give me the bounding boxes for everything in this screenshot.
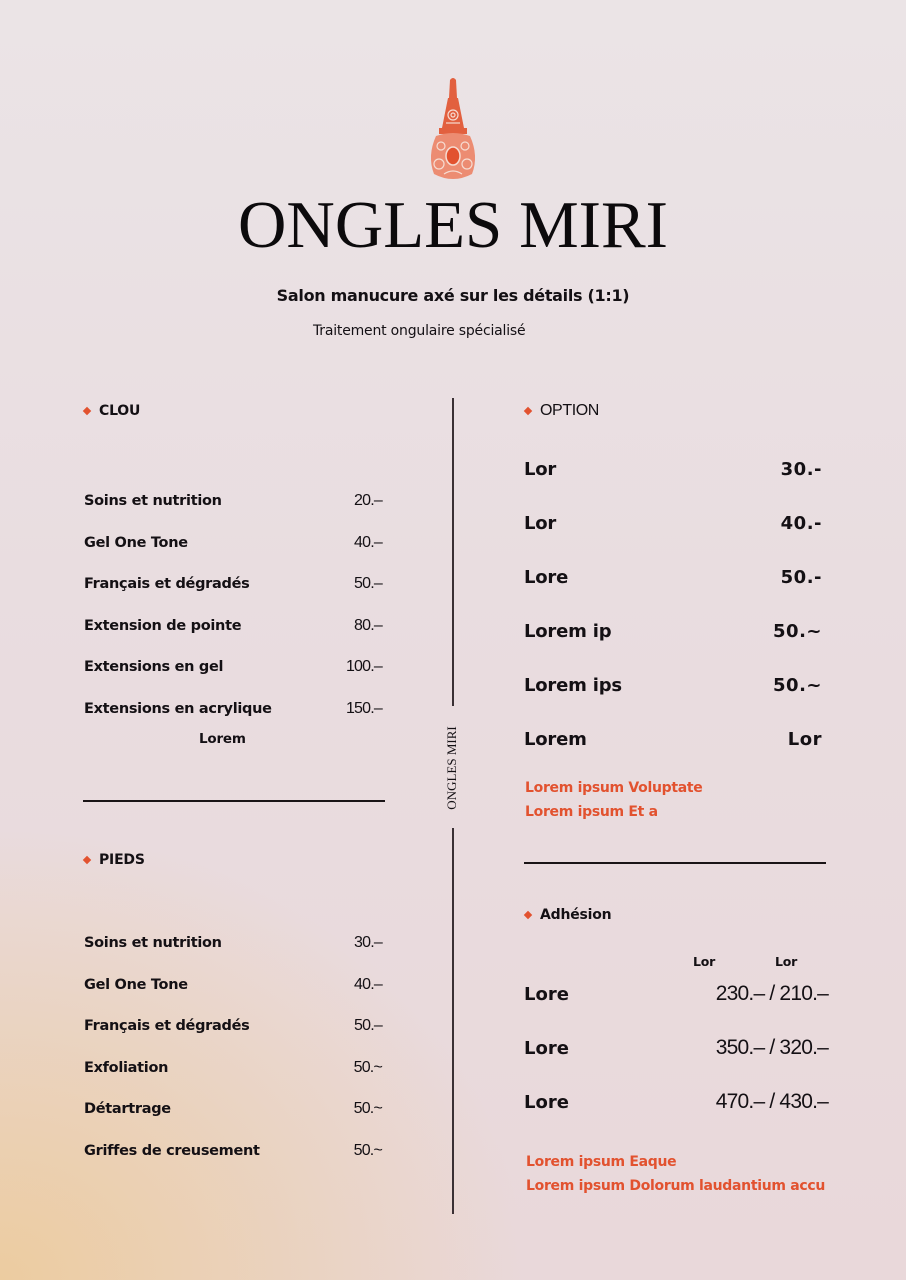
item-price: 50.- <box>780 567 822 588</box>
diamond-bullet-icon <box>524 911 532 919</box>
item-name: Détartrage <box>84 1101 171 1118</box>
vertical-brand-label: ONGLES MIRI <box>444 726 459 810</box>
item-price: 50.– <box>354 575 382 593</box>
diamond-bullet-icon <box>83 407 91 415</box>
list-item <box>84 575 382 617</box>
clou-footnote: Lorem <box>199 731 246 747</box>
item-price: 20.– <box>354 492 382 509</box>
item-price: 40.– <box>354 533 382 551</box>
list-item <box>84 492 382 534</box>
item-name: Gel One Tone <box>84 976 188 993</box>
note-line: Lorem ipsum Eaque <box>526 1154 677 1170</box>
nail-polish-logo-icon <box>424 76 482 184</box>
item-name: Lorem ip <box>524 621 612 642</box>
column-label: Lor <box>693 954 716 969</box>
section-heading-clou <box>83 403 140 419</box>
item-name: Lorem <box>524 729 587 750</box>
list-item <box>524 1036 828 1090</box>
list-item <box>524 675 822 729</box>
item-price: 470.– / 430.– <box>715 1090 828 1113</box>
list-item <box>84 658 382 700</box>
column-label: Lor <box>775 954 798 969</box>
section-title: Adhésion <box>540 907 612 923</box>
section-title: OPTION <box>540 402 599 419</box>
list-item <box>524 513 822 567</box>
adhesion-notes <box>526 1150 825 1198</box>
item-price: 30.- <box>780 459 822 480</box>
item-price: 350.– / 320.– <box>715 1036 828 1059</box>
item-price: 50.~ <box>773 675 822 696</box>
pieds-price-list <box>84 934 382 1172</box>
item-name: Extension de pointe <box>84 617 242 634</box>
item-price: 50.~ <box>773 621 822 642</box>
list-item <box>84 934 382 976</box>
section-divider <box>524 862 826 864</box>
list-item <box>84 1142 382 1172</box>
clou-price-list <box>84 492 382 730</box>
item-price: 230.– / 210.– <box>715 982 828 1005</box>
item-name: Lor <box>524 513 557 534</box>
list-item <box>524 729 822 769</box>
center-divider-top <box>452 398 454 706</box>
item-name: Extensions en gel <box>84 659 224 676</box>
item-price: 40.- <box>780 513 822 534</box>
item-price: 100.– <box>345 658 382 676</box>
diamond-bullet-icon <box>83 856 91 864</box>
adhesion-price-list <box>524 982 828 1130</box>
option-notes <box>525 776 703 824</box>
item-name: Griffes de creusement <box>84 1142 260 1159</box>
diamond-bullet-icon <box>524 407 532 415</box>
item-price: 50.~ <box>353 1058 382 1076</box>
list-item <box>84 534 382 576</box>
list-item <box>84 1017 382 1059</box>
section-title: CLOU <box>99 403 141 419</box>
list-item <box>524 459 822 513</box>
item-name: Lore <box>524 567 569 588</box>
section-heading-adhesion <box>524 907 611 923</box>
subtitle: Salon manucure axé sur les détails (1:1) <box>276 286 630 305</box>
list-item <box>524 982 828 1036</box>
item-price: 80.– <box>354 616 382 634</box>
option-price-list <box>524 459 822 769</box>
item-name: Lor <box>524 459 557 480</box>
item-name: Français et dégradés <box>84 1018 250 1035</box>
page-title: ONGLES MIRI <box>238 188 668 262</box>
list-item <box>524 567 822 621</box>
item-name: Soins et nutrition <box>84 493 222 509</box>
item-name: Lore <box>524 1038 569 1059</box>
item-name: Lore <box>524 984 569 1005</box>
section-heading-pieds <box>83 852 145 868</box>
item-price: 30.– <box>354 934 382 951</box>
item-name: Exfoliation <box>84 1059 169 1076</box>
list-item <box>84 617 382 659</box>
note-line: Lorem ipsum Dolorum laudantium accu <box>526 1178 826 1194</box>
item-name: Soins et nutrition <box>84 935 222 951</box>
list-item <box>524 1090 828 1130</box>
item-name: Français et dégradés <box>84 576 250 593</box>
item-name: Lore <box>524 1092 569 1113</box>
note-line: Lorem ipsum Et a <box>525 804 658 820</box>
list-item <box>84 700 382 730</box>
list-item <box>84 1100 382 1142</box>
tagline: Traitement ongulaire spécialisé <box>313 323 526 339</box>
item-name: Extensions en acrylique <box>84 700 272 717</box>
list-item <box>84 976 382 1018</box>
item-name: Gel One Tone <box>84 534 188 551</box>
section-heading-option <box>524 402 599 420</box>
item-price: 50.~ <box>353 1141 382 1159</box>
note-line: Lorem ipsum Voluptate <box>525 780 703 796</box>
section-title: PIEDS <box>99 852 145 868</box>
item-price: 40.– <box>354 975 382 993</box>
list-item <box>84 1059 382 1101</box>
item-name: Lorem ips <box>524 675 622 696</box>
item-price: Lor <box>787 729 822 750</box>
center-divider-bottom <box>452 828 454 1214</box>
item-price: 50.– <box>354 1017 382 1035</box>
list-item <box>524 621 822 675</box>
item-price: 50.~ <box>353 1100 382 1118</box>
section-divider <box>83 800 385 802</box>
item-price: 150.– <box>345 699 382 717</box>
